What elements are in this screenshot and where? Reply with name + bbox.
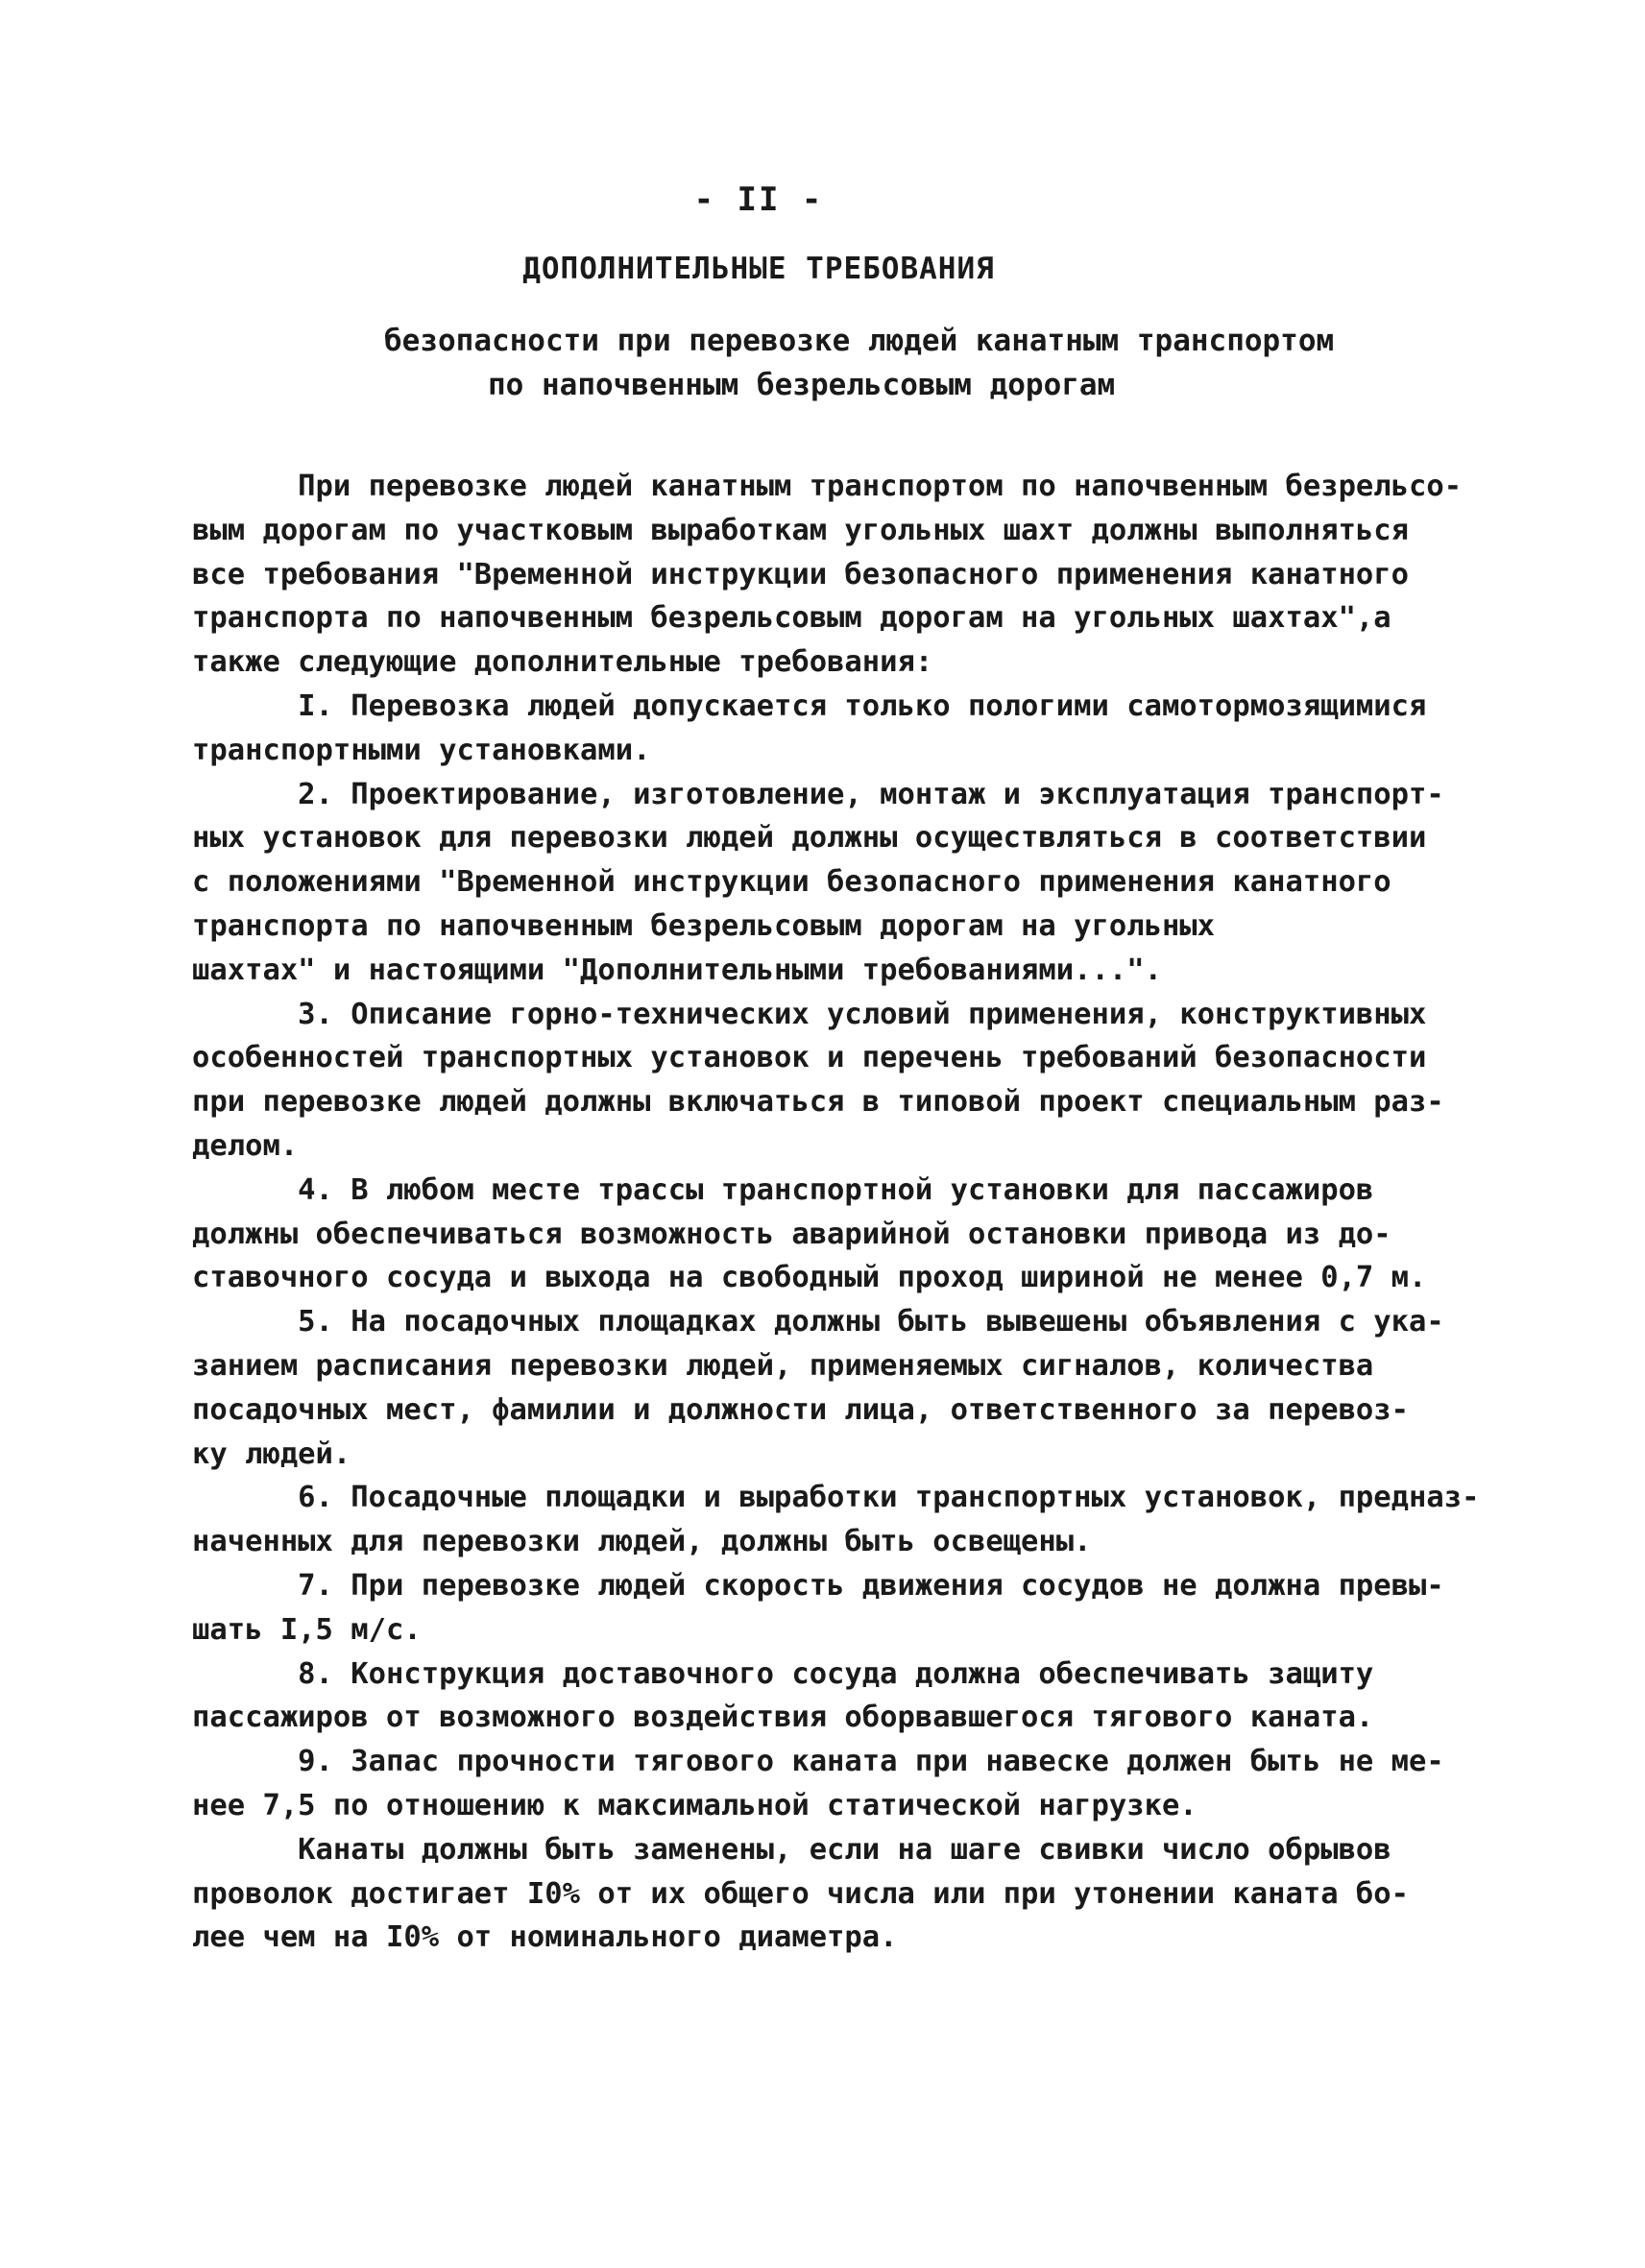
text-line: шать I,5 м/с.: [192, 1612, 422, 1647]
text-line: пассажиров от возможного воздействия оборвавшегося тягового каната.: [192, 1701, 1374, 1735]
text-line: шахтах" и настоящими "Дополнительными требованиями...".: [192, 953, 1162, 987]
text-line: 8. Конструкция доставочного сосуда должна обеспечивать защиту: [192, 1656, 1374, 1691]
text-line: 4. В любом месте трассы транспортной установки для пассажиров: [192, 1172, 1374, 1207]
subheading-line: по напочвенным безрельсовым дорогам: [488, 368, 1116, 402]
text-line: при перевозке людей должны включаться в типовой проект специальным раз-: [192, 1085, 1444, 1120]
text-line: также следующие дополнительные требования:: [192, 645, 933, 680]
subheading-line: безопасности при перевозке людей канатным транспортом: [384, 324, 1335, 358]
text-line: ставочного сосуда и выхода на свободный проход шириной не менее 0,7 м.: [192, 1261, 1427, 1295]
text-line: транспорта по напочвенным безрельсовым дорогам на угольных: [192, 908, 1216, 943]
text-line: делом.: [192, 1128, 299, 1163]
text-line: особенностей транспортных установок и перечень требований безопасности: [192, 1041, 1427, 1075]
text-line: лее чем на I0% от номинального диаметра.: [192, 1920, 898, 1955]
text-line: проволок достигает I0% от их общего числа или при утонении каната бо-: [192, 1876, 1410, 1911]
section-heading: ДОПОЛНИТЕЛЬНЫЕ ТРЕБОВАНИЯ: [522, 252, 995, 286]
section-subheading: [384, 319, 1440, 407]
text-line: 5. На посадочных площадках должны быть вывешены объявления с ука-: [192, 1305, 1444, 1339]
text-line: транспортными установками.: [192, 733, 651, 767]
text-line: вым дорогам по участковым выработкам угольных шахт должны выполняться: [192, 513, 1410, 547]
text-line: все требования "Временной инструкции безопасного применения канатного: [192, 557, 1410, 591]
body-text: [192, 465, 1498, 1960]
text-line: ных установок для перевозки людей должны осуществляться в соответствии: [192, 821, 1427, 856]
text-line: 2. Проектирование, изготовление, монтаж и эксплуатация транспорт-: [192, 777, 1444, 811]
text-line: 3. Описание горно-технических условий применения, конструктивных: [192, 997, 1427, 1031]
page-number: - II -: [693, 181, 824, 219]
text-line: 9. Запас прочности тягового каната при навеске должен быть не ме-: [192, 1745, 1444, 1779]
text-line: нее 7,5 по отношению к максимальной статической нагрузке.: [192, 1788, 1197, 1822]
text-line: Канаты должны быть заменены, если на шаге свивки число обрывов: [192, 1832, 1391, 1867]
text-line: наченных для перевозки людей, должны быть освещены.: [192, 1525, 1092, 1559]
text-line: транспорта по напочвенным безрельсовым дорогам на угольных шахтах",а: [192, 601, 1391, 636]
text-line: ку людей.: [192, 1436, 351, 1471]
text-line: занием расписания перевозки людей, применяемых сигналов, количества: [192, 1348, 1374, 1383]
text-line: I. Перевозка людей допускается только пологими самотормозящимися: [192, 688, 1427, 723]
text-line: При перевозке людей канатным транспортом по напочвенным безрельсо-: [192, 470, 1463, 503]
text-line: с положениями "Временной инструкции безопасного применения канатного: [192, 865, 1391, 900]
text-line: должны обеспечиваться возможность аварийной остановки привода из до-: [192, 1217, 1391, 1251]
text-line: 7. При перевозке людей скорость движения сосудов не должна превы-: [192, 1568, 1444, 1603]
text-line: 6. Посадочные площадки и выработки транспортных установок, предназ-: [192, 1481, 1480, 1515]
text-line: посадочных мест, фамилии и должности лица, ответственного за перевоз-: [192, 1392, 1410, 1427]
